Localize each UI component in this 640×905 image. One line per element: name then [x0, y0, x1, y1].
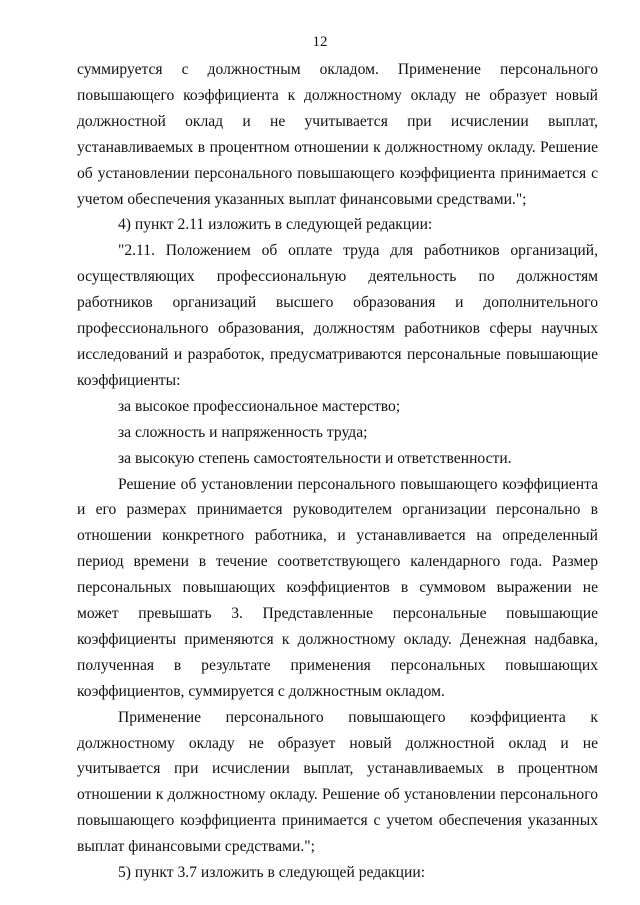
- list-item-mastery: за высокое профессиональное мастерство;: [118, 397, 401, 415]
- paragraph-decision: Решение об установлении персонального повышающего коэффициента и его размерах принимается руководителем организации персонально в отношении конкретного работника, и устанавливается на определенный период времени в течение соответствующего календарного года. Размер персональных повышающих коэффициентов в суммовом выражении не может превышать 3. Представленные персональные повышающие коэффициенты применяются к должностному окладу. Денежная надбавка, полученная в результате применения персональных повышающих коэффициентов, суммируется с должностным окладом.: [77, 475, 598, 700]
- list-item-complexity: за сложность и напряженность труда;: [118, 423, 368, 441]
- page-number: 12: [312, 34, 328, 50]
- paragraph-item-5: 5) пункт 3.7 изложить в следующей редакции:: [118, 864, 426, 882]
- document-body: [77, 57, 598, 886]
- list-item-independence: за высокую степень самостоятельности и ответственности.: [118, 449, 512, 467]
- paragraph-continuation: суммируется с должностным окладом. Применение персонального повышающего коэффициента к должностному окладу не образует новый должностной оклад и не учитывается при исчислении выплат, устанавливаемых в процентном отношении к должностному окладу. Решение об установлении персонального повышающего коэффициента принимается с учетом обеспечения указанных выплат финансовыми средствами.";: [77, 61, 598, 208]
- paragraph-quote-2-11: "2.11. Положением об оплате труда для работников организаций, осуществляющих профессиональную деятельность по должностям работников организаций высшего образования и дополнительного профессионального образования, должностям работников сферы научных исследований и разработок, предусматриваются персональные повышающие коэффициенты:: [77, 242, 598, 389]
- paragraph-item-4: 4) пункт 2.11 изложить в следующей редакции:: [118, 216, 433, 234]
- paragraph-application: Применение персонального повышающего коэффициента к должностному окладу не образует новый должностной оклад и не учитывается при исчислении выплат, устанавливаемых в процентном отношении к должностному окладу. Решение об установлении персонального повышающего коэффициента принимается с учетом обеспечения указанных выплат финансовыми средствами.";: [77, 708, 598, 856]
